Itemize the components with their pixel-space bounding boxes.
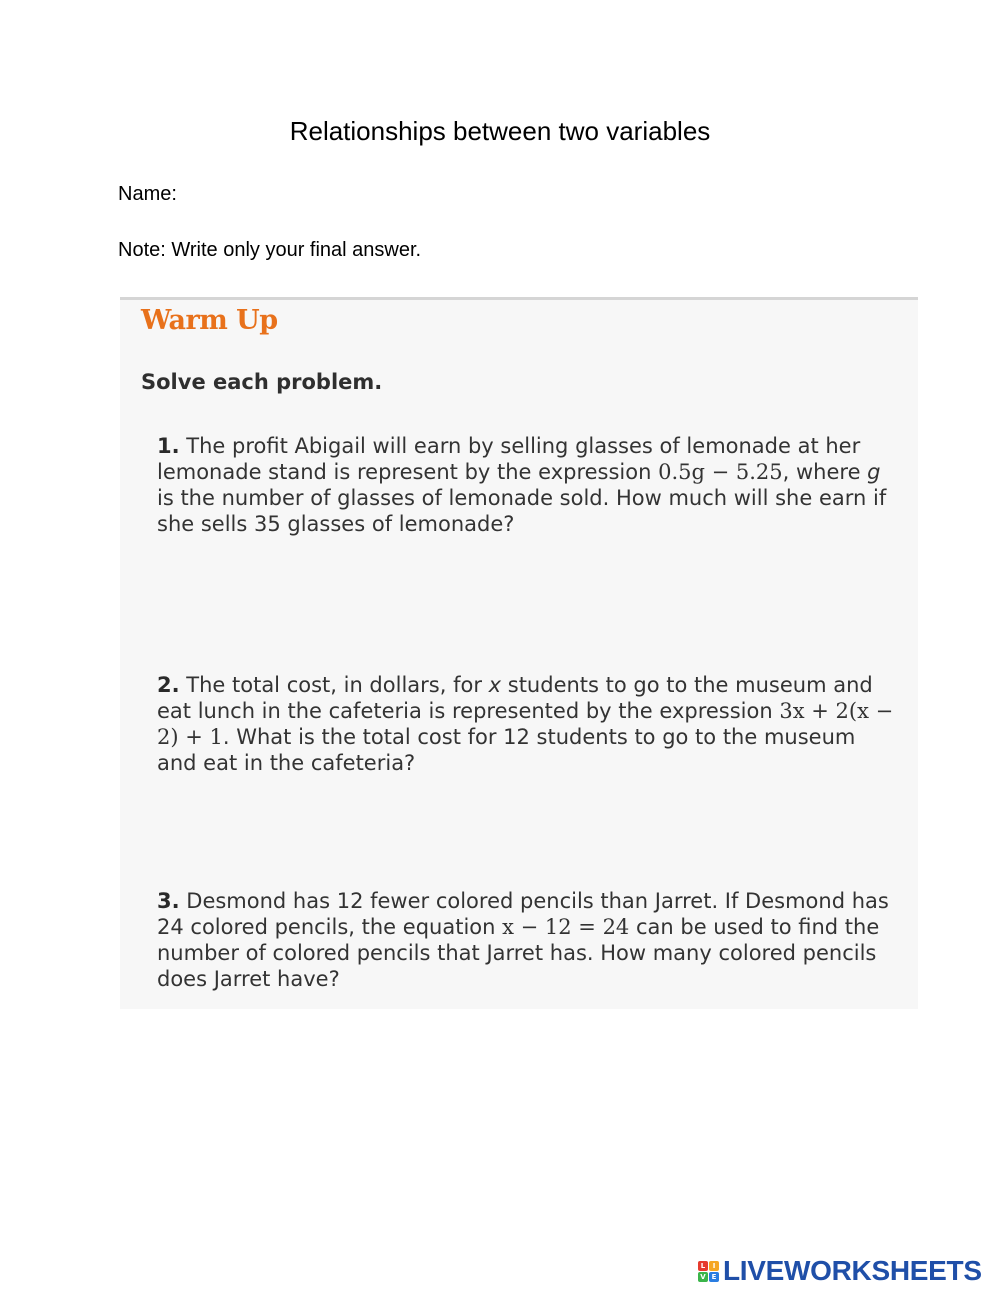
document-title: Relationships between two variables — [289, 116, 711, 146]
logo-letter: L — [698, 1261, 708, 1271]
math-expression: 3x + 2(x − 2) + 1 — [157, 699, 894, 749]
logo-letter: V — [698, 1272, 708, 1282]
problem-2 — [157, 672, 897, 776]
liveworksheets-logo — [698, 1256, 982, 1286]
math-expression: 0.5g − 5.25 — [658, 460, 783, 484]
logo-letter: E — [709, 1272, 719, 1282]
logo-mark-icon — [698, 1261, 719, 1282]
math-expression: x − 12 = 24 — [502, 915, 630, 939]
logo-letter: I — [709, 1261, 719, 1271]
problem-text: is the number of glasses of lemonade sold. How much will she earn if she sells 35 glasses of lemonade? — [157, 486, 887, 536]
problem-text: students to go to the museum and eat lunch in the cafeteria is represented by the expression — [157, 673, 873, 723]
problem-text: , where — [782, 460, 868, 484]
note-text: Note: Write only your final answer. — [118, 239, 422, 261]
problem-number: 1. — [157, 434, 180, 458]
problem-text: can be used to find the number of colored pencils that Jarret has. How many colored pencils does Jarret have? — [157, 915, 880, 991]
warmup-panel — [120, 297, 918, 1009]
problem-1 — [157, 433, 897, 537]
warmup-heading: Warm Up — [141, 305, 278, 336]
problem-number: 3. — [157, 889, 180, 913]
problem-text: Desmond has 12 fewer colored pencils than Jarret. If Desmond has 24 colored pencils, the equation — [157, 889, 889, 939]
variable: x — [488, 673, 502, 697]
instruction-text: Solve each problem. — [141, 370, 383, 394]
name-label: Name: — [118, 183, 177, 205]
logo-text: LIVEWORKSHEETS — [723, 1255, 982, 1286]
problem-text: The profit Abigail will earn by selling glasses of lemonade at her lemonade stand is represent by the expression — [157, 434, 861, 484]
problem-text: . What is the total cost for 12 students to go to the museum and eat in the cafeteria? — [157, 725, 856, 775]
problem-3 — [157, 888, 897, 992]
problem-number: 2. — [157, 673, 180, 697]
variable: g — [867, 460, 881, 484]
problem-text: The total cost, in dollars, for — [179, 673, 489, 697]
